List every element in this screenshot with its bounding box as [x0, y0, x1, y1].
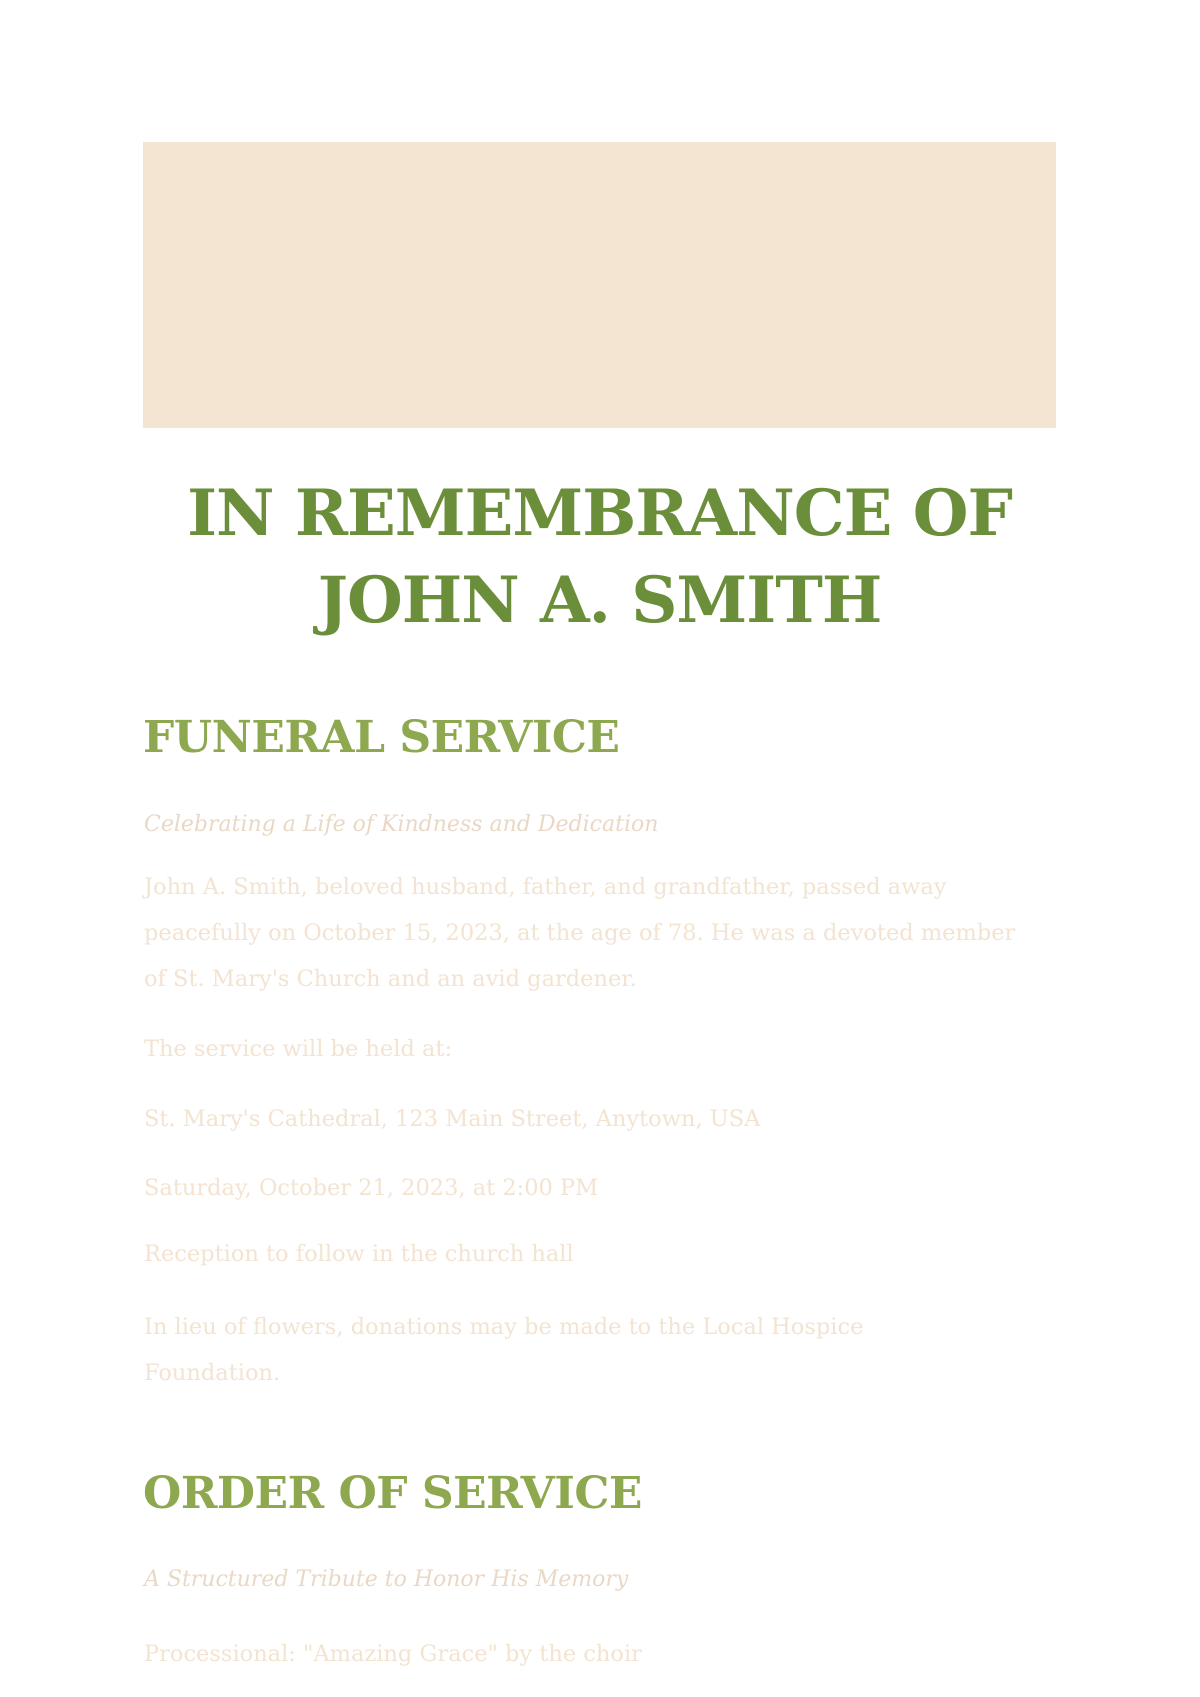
order-of-service-heading: ORDER OF SERVICE: [143, 1468, 642, 1519]
service-date-time: Saturday, October 21, 2023, at 2:00 PM: [144, 1175, 599, 1201]
funeral-service-heading: FUNERAL SERVICE: [143, 712, 620, 763]
page-title-line-1: IN REMEMBRANCE OF: [187, 476, 1012, 551]
reception-note: Reception to follow in the church hall: [144, 1241, 574, 1267]
order-of-service-subtitle: A Structured Tribute to Honor His Memory: [144, 1567, 629, 1592]
page-title: [143, 470, 1056, 644]
funeral-service-subtitle: Celebrating a Life of Kindness and Dedication: [144, 812, 659, 837]
obituary-paragraph: John A. Smith, beloved husband, father, and grandfather, passed away peacefully on October 15, 2023, at the age of 78. He was a devoted member of St. Mary's Church and an avid gardener.: [144, 874, 1016, 992]
service-location-intro: The service will be held at:: [144, 1036, 453, 1062]
page-title-line-2: JOHN A. SMITH: [317, 563, 882, 638]
header-banner-image: [143, 142, 1056, 428]
order-item-processional: Processional: "Amazing Grace" by the choir: [144, 1641, 642, 1667]
service-venue-address: St. Mary's Cathedral, 123 Main Street, Anytown, USA: [144, 1106, 761, 1132]
donations-note: In lieu of flowers, donations may be made to the Local Hospice Foundation.: [144, 1314, 864, 1386]
